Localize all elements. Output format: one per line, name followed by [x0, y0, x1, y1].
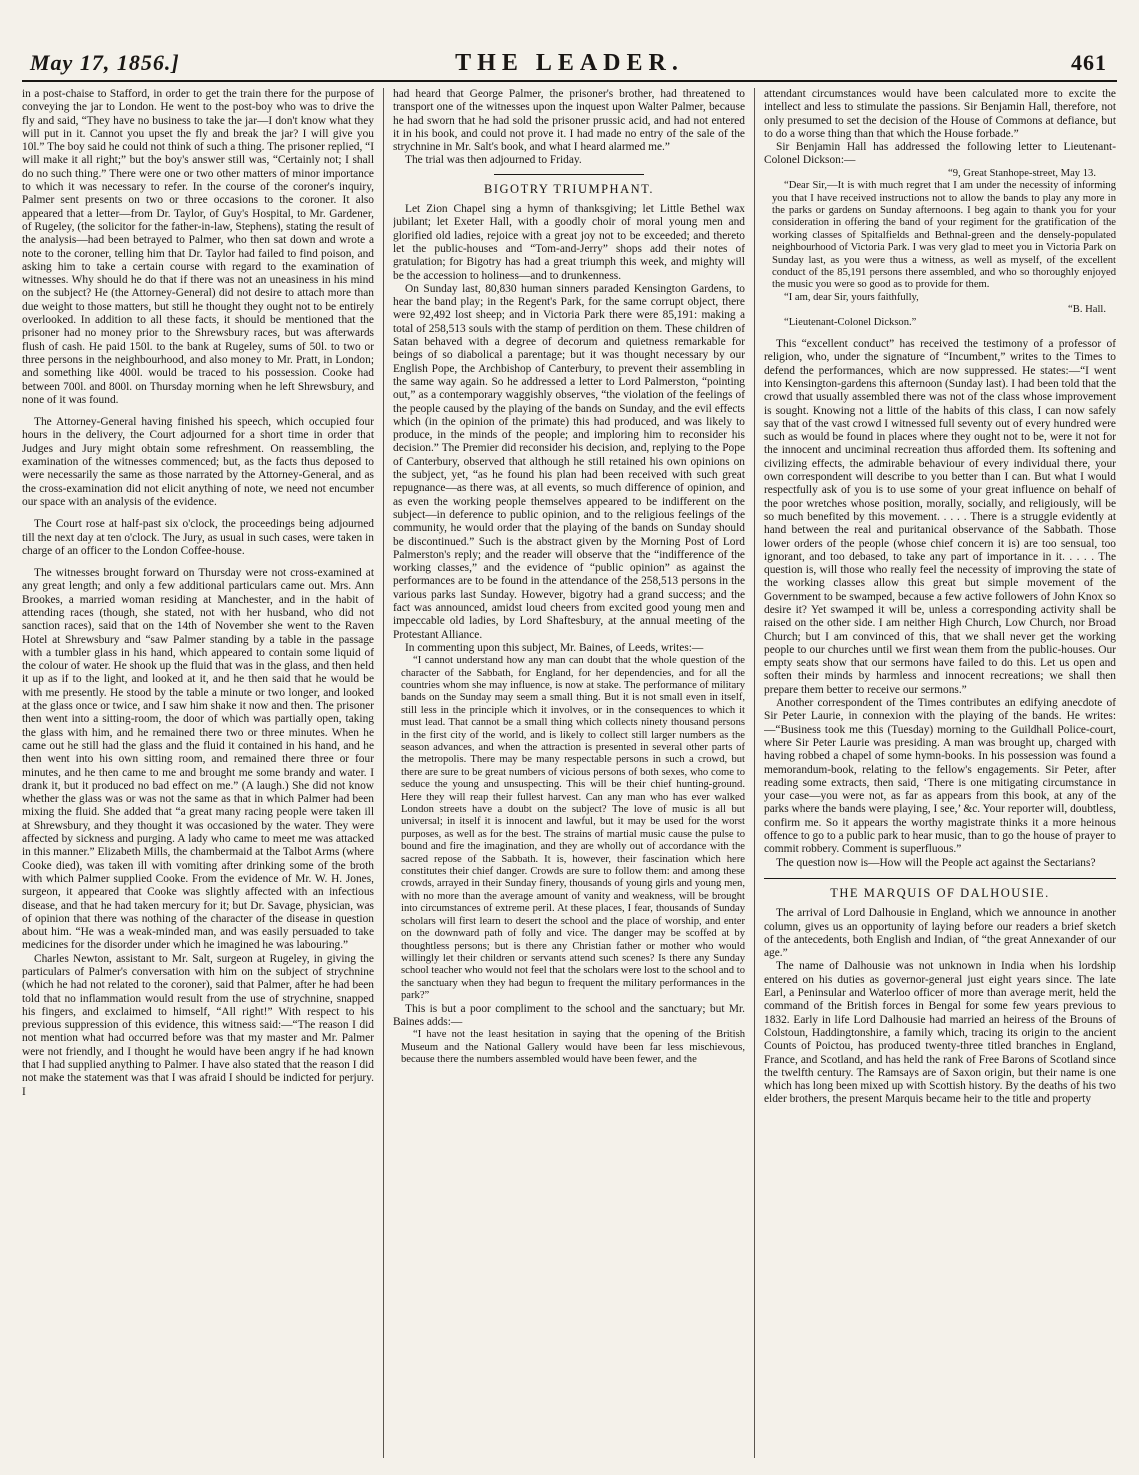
paragraph: On Sunday last, 80,830 human sinners paraded Kensington Gardens, to hear the band play; in the Regent's Park, for the same corrupt object, there were 92,492 lost sheep; and in Victoria Park there were 85,191: making a total of 258,513 souls with the stamp of perdition on them. These children of Satan behaved with a degree of decorum and quietness remarkable for beings of so diabolical a parentage; but it was thought necessary by our English Pope, the Archbishop of Canterbury, to prevent their assembling in the same way again. So he addressed a letter to Lord Palmerston, “pointing out,” as a contemporary waggishly observes, “the violation of the feelings of the people caused by the playing of the bands on Sunday, and the evil effects which (in the opinion of the primate) this had produced, and was likely to produce, in the minds of the people; and imploring him to reconsider his decision.” The Premier did reconsider his decision, and, replying to the Pope of Canterbury, observed that although he still retained his own opinions on the subject, yet, “as he found his plan had been received with such great repugnance—as there was, at all events, so much difference of opinion, and as even the working people themselves appeared to be indifferent on the subject—in deference to public opinion, and to the religious feelings of the community, he would order that the playing of the bands on Sunday should be discontinued.” Such is the abstract given by the Morning Post of Lord Palmerston's reply; and the reader will observe that the “indifference of the working classes,” and the evidence of “public opinion” as against the performances are to be found in the attendance of the 258,513 persons in the various parks last Sunday. However, bigotry had a grand success; and the fact was announced, amidst loud cheers from excited good young men and impeccable old ladies, by Lord Shaftesbury, at the annual meeting of the Protestant Alliance.	[393, 282, 745, 641]
block-quote: “I cannot understand how any man can doubt that the whole question of the character of the Sabbath, for England, for her dependencies, and for all the countries whom she may influence, is now at stake. The performance of military bands on the Sunday may seem a small thing. But it is not small even in itself, still less in the principle which it involves, or in the consequences to which it must lead. That cannot be a small thing which collects ninety thousand persons in the first city of the world, and is likely to collect still larger numbers as the season advances, and when the attraction is presented in several other parts of the metropolis. There may be many respectable persons in such a crowd, but there are sure to be great numbers of vicious persons of both sexes, who come to seduce the young and unsuspecting. This will be their chief hunting-ground. Here they will reap their fullest harvest. Can any man who has ever walked London streets have a doubt on the subject? The love of music is all but universal; in itself it is innocent and lawful, but it may be used for the worst purposes, as well as for the best. The strains of martial music cause the pulse to bound and fire the imagination, and they are wholly out of accordance with the sacred repose of the Sabbath. It is, however, their fascination which here constitutes their chief danger. Crowds are sure to follow them: and among these crowds, arrayed in their Sunday finery, thousands of young girls and young men, with no more than the average amount of vanity and weakness, will be brought into circumstances of extreme peril. At these places, I fear, thousands of Sunday scholars will first learn to desert the school and the place of worship, and enter on the downward path of folly and vice. The danger may be scoffed at by thoughtless persons; but is there any Christian father or mother who would willingly let their children or servants attend such scenes? Is there any Sunday school teacher who would not feel that the scholars were lost to the school and to the sanctuary when they had begun to frequent the military performances in the park?”	[401, 655, 745, 1002]
paragraph: This “excellent conduct” has received the testimony of a professor of religion, who, under the signature of “Incumbent,” writes to the Times to defend the performances, which are now suppressed. He states:—“I went into Kensington-gardens this afternoon (Sunday last). I had been told that the crowd that usually assembled there was not of the class whose improvement is sought. Knowing not a little of the habits of this class, I can now safely say that of the vast crowd I witnessed full seventy out of every hundred were such as would be found in places where they ought not to be, were it not for the innocent and unciminal recreation thus afforded them. Its softening and civilizing effects, the admirable behaviour of every individual there, your own correspondent will describe to you better than I can. But what I would respectfully ask of you is to use some of your great influence on behalf of the poor wretches whose position, morally, socially, and religiously, will be so much benefited by this movement. . . . . There is a struggle evidently at hand between the real and puritanical observance of the Sabbath. Those lower orders of the people (whose chief concern it is) are too sensual, too ignorant, and too debased, to take any part of importance in it. . . . . The question is, will those who really feel the necessity of improving the state of the working classes allow this great but simple movement of the Government to be swamped, because a few active followers of John Knox so desire it? Yet swamped it will be, unless a corresponding activity shall be raised on the other side. I am neither High Church, Low Church, nor Broad Church; but I am convinced of this, that we shall never get the working people to our churches until we first wean them from the public-houses. Our empty seats show that our sermons have failed to do this. Let us open and soften their minds by harmless and innocent recreations; we shall then prepare them better to receive our sermons.”	[764, 338, 1116, 696]
section-divider	[494, 174, 644, 175]
letter-body: “Dear Sir,—It is with much regret that I am under the necessity of informing you that I have received instructions not to allow the bands to play any more in the parks or gardens on Sunday afternoons. I beg again to thank you for your consideration in offering the band of your regiment for the gratification of the working classes of Spitalfields and Bethnal-green and the densely-populated neighbourhood of Victoria Park. I was very glad to meet you in Victoria Park on Sunday last, as you were thus a witness, as well as myself, of the excellent conduct of the 85,191 persons there assembled, and who so thoroughly enjoyed the music you were so good as to provide for them.	[772, 180, 1116, 291]
masthead	[22, 36, 1117, 82]
paragraph: Sir Benjamin Hall has addressed the following letter to Lieutenant-Colonel Dickson:—	[764, 141, 1116, 167]
paragraph: Another correspondent of the Times contributes an edifying anecdote of Sir Peter Laurie, in connexion with the playing of the bands. He writes:—“Business took me this (Tuesday) morning to the Guildhall Police-court, where Sir Peter Laurie was presiding. A man was brought up, charged with having robbed a chapel of some hymn-books. In his possession was found a memorandum-book, relating to the fellow's engagements. Sir Peter, after reading some extracts, then said, ‘There is one mitigating circumstance in your case—you were not, as far as appears from this book, at any of the parks where the bands were playing, I see,’ &c. Your reporter will, doubtless, confirm me. So it appears the worthy magistrate thinks it a more heinous offence to go to a public park to hear music, than to go the house of prayer to commit robbery. Comment is superfluous.”	[764, 697, 1116, 856]
column-rule	[754, 88, 755, 1458]
paragraph: The Attorney-General having finished his speech, which occupied four hours in the delivery, the Court adjourned for a short time in order that Judges and Jury might obtain some refreshment. On reassembling, the examination of the witnesses commenced; but, as the facts thus deposed to were necessarily the same as those narrated by the Attorney-General, and as the cross-examination did not elicit anything of note, we need not encumber our space with an analysis of the evidence.	[22, 416, 374, 508]
column-rule	[383, 88, 384, 1458]
paragraph: The trial was then adjourned to Friday.	[405, 154, 582, 167]
paragraph: The witnesses brought forward on Thursday were not cross-examined at any great length; and only a few additional particulars came out. Mrs. Ann Brookes, a married woman residing at Manchester, and in the habit of attending races (though, she stated, not with her husband, who did not sanction races), said that on the 14th of November she went to the Raven Hotel at Shrewsbury and “saw Palmer standing by a table in the passage with a tumbler glass in his hand, which appeared to contain some liquid of the colour of water. He shook up the fluid that was in the glass, and then held it up as if to the light, and looked at it, and he then said that he would be with me presently. He stood by the table a minute or two longer, and looked at the glass once or twice, and I saw him shake it now and then. The prisoner then went into a sitting-room, the door of which was partially open, taking the glass with him, and he remained there two or three minutes. When he came out he still had the glass and the fluid it contained in his hand, and he then went into his own sitting room, and remained there three or four minutes, and he then came to me and brought me some brandy and water. I drank it, but it produced no bad effect on me.” (A laugh.) She did not know whether the glass was or was not the same as that in which Palmer had been mixing the fluid. She added that “a great many racing people were taken ill at Shrewsbury, and they thought it was occasioned by the water. They were affected by sickness and purging. A lady who came to meet me was attacked in this manner.” Elizabeth Mills, the chambermaid at the Talbot Arms (where Cooke died), was taken ill with vomiting after drinking some of the broth with which Palmer supplied Cooke. From the evidence of Mr. W. H. Jones, surgeon, it appeared that Cooke was slightly affected with an infectious disease, and that he had taken mercury for it; but Dr. Savage, physician, was of opinion that there was nothing of the character of the disease in question about him. “He was a weak-minded man, and was easily persuaded to take medicines for the disorder under which he imagined he was labouring.”	[22, 567, 374, 952]
column-1	[22, 88, 374, 1463]
paragraph: attendant circumstances would have been calculated more to excite the intellect and less to stimulate the passions. Sir Benjamin Hall, therefore, not only presumed to set the decision of the House of Commons at defiance, but to do a worse thing than that which the House forbade.”	[764, 88, 1116, 140]
letter-address: “9, Great Stanhope-street, May 13.	[948, 167, 1096, 179]
paragraph: Charles Newton, assistant to Mr. Salt, surgeon at Rugeley, in giving the particulars of Palmer's conversation with him on the subject of strychnine (which he had not related to the coroner), said that Palmer, after he had been told that no inflammation would result from the use of strychnine, snapped his fingers, and exclaimed to himself, “All right!” With respect to his previous suppression of this evidence, this witness said:—“The reason I did not mention what had occurred before was that my master and Mr. Palmer were not friendly, and I thought he would have been angry if he had known that I had supplied anything to Palmer. I have also stated that the reason I did not make the statement was that I was afraid I should be indicted for perjury. I	[22, 952, 374, 1098]
newspaper-title: THE LEADER.	[455, 50, 684, 76]
column-2	[393, 88, 745, 1463]
letter-closing: “I am, dear Sir, yours faithfully,	[784, 291, 919, 303]
column-3	[764, 88, 1116, 1463]
issue-date: May 17, 1856.]	[30, 50, 180, 75]
paragraph: The arrival of Lord Dalhousie in England, which we announce in another column, gives us an opportunity of laying before our readers a brief sketch of the antecedents, both English and Indian, of “the great Annexander of our age.”	[764, 907, 1116, 960]
article-heading: THE MARQUIS OF DALHOUSIE.	[830, 885, 1050, 900]
paragraph: in a post-chaise to Stafford, in order to get the train there for the purpose of conveying the jar to London. He went to the post-boy who was to drive the fly and said, “They have no business to take the jar—I don't know what they will put in it. Cannot you upset the fly and break the jar? I will give you 10l.” The boy said he could not think of such a thing. The prisoner replied, “I will make it all right;” but the boy's answer still was, “Certainly not; I shall do no such thing.” There were one or two other matters of minor importance to which it was necessary to refer. In the course of the coroner's inquiry, Palmer sent presents on two or three occasions to the coroner. It also appeared that a letter—from Dr. Taylor, of Guy's Hospital, to Mr. Gardener, of Rugeley, (the solicitor for the father-in-law, Stephens), stating the result of the analysis—had been betrayed to Palmer, who then sat down and wrote a note to the coroner, telling him that Dr. Taylor had failed to find poison, and asking him to take a certain course with regard to the examination of witnesses. Why should he do that if there was not an uneasiness in his mind on the subject? He (the Attorney-General) did not desire to attach more than due weight to those matters, but still he thought they ought not to be entirely overlooked. In addition to all these facts, it should be mentioned that the prisoner had no money prior to the Shrewsbury races, but was afterwards flush of cash. He paid 150l. to the bank at Rugeley, sums of 50l. to two or three persons in the neighbourhood, and also money to Mr. Pratt, in London; and something like 400l. would be traced to his possession. Cooke had between 700l. and 800l. on Thursday morning when he left Shrewsbury, and none of it was found.	[22, 88, 374, 406]
paragraph: This is but a poor compliment to the school and the sanctuary; but Mr. Baines adds:—	[393, 1002, 745, 1028]
section-divider	[764, 878, 1116, 879]
paragraph: The question now is—How will the People act against the Sectarians?	[776, 856, 1096, 869]
paragraph: Let Zion Chapel sing a hymn of thanksgiving; let Little Bethel wax jubilant; let Exeter Hall, with a goodly choir of moral young men and glorified old ladies, rejoice with a great joy not to be exceeded; and thereto let the public-houses and “Tom-and-Jerry” shops add their notes of gratulation; for Bigotry has had a great triumph this week, and mighty will be the accession to holiness—and to drunkenness.	[393, 203, 745, 282]
letter-signature: “B. Hall.	[1068, 304, 1106, 316]
letter-recipient: “Lieutenant-Colonel Dickson.”	[784, 316, 917, 328]
paragraph: The Court rose at half-past six o'clock, the proceedings being adjourned till the next day at ten o'clock. The Jury, as usual in such cases, were taken in charge of an officer to the London Coffee-house.	[22, 518, 374, 557]
page-number: 461	[1071, 50, 1107, 75]
paragraph: In commenting upon this subject, Mr. Baines, of Leeds, writes:—	[405, 641, 704, 654]
paragraph: The name of Dalhousie was not unknown in India when his lordship entered on his duties as governor-general just eight years since. The late Earl, a Peninsular and Waterloo officer of more than average merit, held the command of the British forces in Bengal for some few years previous to 1832. Early in life Lord Dalhousie had married an heiress of the Brouns of Colstoun, Haddingtonshire, a family which, tracing its origin to the ancient Counts of Poictou, has produced twenty-three titled branches in England, France, and Scotland, and has held the rank of Free Barons of Scotland since the twelfth century. The Ramsays are of Saxon origin, but their name is one which has long been mixed up with Scottish history. By the deaths of his two elder brothers, the present Marquis became heir to the title and property	[764, 960, 1116, 1106]
block-quote: “I have not the least hesitation in saying that the opening of the British Museum and the National Gallery would have been far less mischievous, because there the numbers assembled would have been fewer, and the	[401, 1029, 745, 1065]
article-heading: BIGOTRY TRIUMPHANT.	[484, 181, 654, 196]
paragraph: had heard that George Palmer, the prisoner's brother, had threatened to transport one of the witnesses upon the inquest upon Walter Palmer, because he had sworn that he had sold the prisoner prussic acid, and had not entered it in his book, and could not prove it. I had made no entry of the sale of the strychnine in Mr. Salt's book, and what I heard alarmed me.”	[393, 88, 745, 154]
